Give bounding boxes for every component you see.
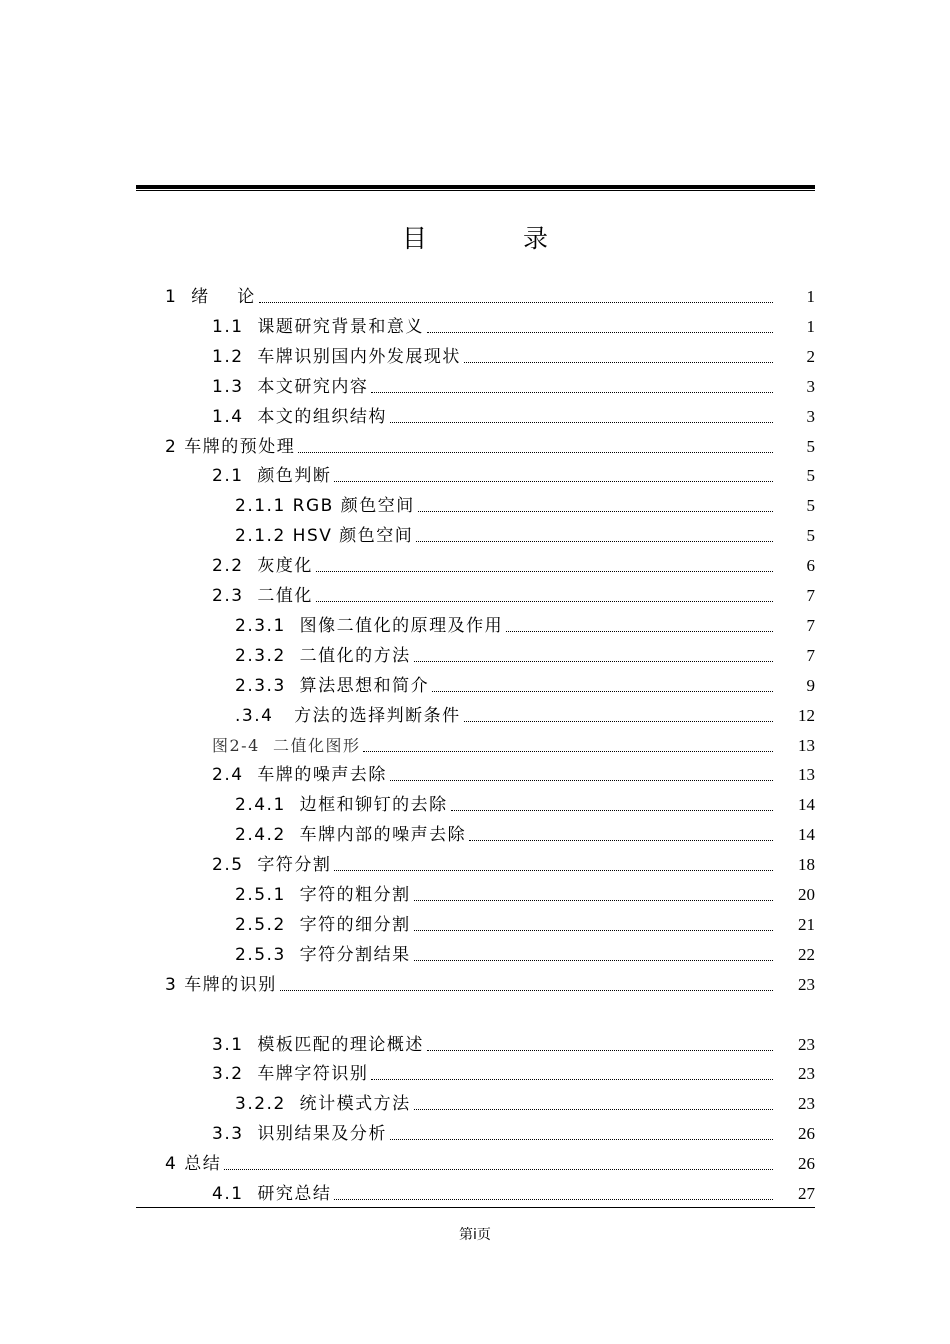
toc-entry-label: 2.1.2 HSV 颜色空间 (235, 526, 414, 547)
toc-entry[interactable] (212, 552, 815, 578)
toc-entry-page: 26 (798, 1124, 815, 1144)
toc-entry-label: 1.4 本文的组织结构 (212, 406, 387, 427)
toc-entry-label: 3.2.2 统计模式方法 (235, 1094, 411, 1115)
toc-entry[interactable] (212, 462, 815, 488)
toc-entry-page: 23 (798, 1064, 815, 1084)
toc-entry-label: 2.1 颜色判断 (212, 466, 332, 487)
toc-entry[interactable] (235, 791, 815, 817)
toc-entry-label: 2.3.3 算法思想和简介 (235, 675, 430, 696)
toc-leader-dots (334, 1198, 773, 1200)
toc-leader-dots (390, 779, 773, 781)
toc-entry-label: 2.4 车牌的噪声去除 (212, 765, 387, 786)
toc-leader-dots (464, 361, 773, 363)
toc-entry-label: 2.5.1 字符的粗分割 (235, 885, 411, 905)
toc-entry-label: 3.3 识别结果及分析 (212, 1124, 387, 1145)
toc-entry[interactable] (235, 672, 815, 698)
toc-entry-label: 2.3.1 图像二值化的原理及作用 (235, 615, 504, 636)
toc-leader-dots (334, 869, 773, 871)
toc-entry-label: 4.1 研究总结 (212, 1184, 332, 1204)
toc-entry-page: 5 (806, 466, 815, 486)
toc-entry[interactable] (235, 522, 815, 548)
toc-entry-label: 3.2 车牌字符识别 (212, 1064, 369, 1085)
toc-entry-page: 5 (806, 436, 815, 456)
toc-entry-label: 2.5.2 字符的细分割 (235, 914, 411, 935)
toc-entry[interactable] (165, 1150, 815, 1176)
toc-entry[interactable] (235, 642, 815, 668)
page-title: 目 录 (402, 224, 592, 253)
toc-leader-dots (506, 630, 773, 632)
toc-leader-dots (259, 301, 773, 303)
toc-entry[interactable] (235, 881, 815, 907)
toc-leader-dots (464, 720, 773, 722)
header-rule-thin (136, 190, 815, 191)
toc-entry-page: 5 (806, 496, 815, 516)
toc-entry-label: 3.1 模板匹配的理论概述 (212, 1034, 424, 1055)
toc-leader-dots (414, 929, 773, 931)
toc-leader-dots (432, 690, 773, 692)
toc-leader-dots (363, 750, 773, 752)
toc-entry-page: 22 (798, 944, 815, 964)
toc-entry-page: 21 (798, 914, 815, 934)
page-footer: 第i页 (459, 1227, 491, 1243)
toc-entry[interactable] (212, 582, 815, 608)
toc-entry-page: 2 (806, 346, 815, 366)
header-rule-thick (136, 185, 815, 189)
toc-leader-dots (427, 331, 773, 333)
toc-entry[interactable] (235, 702, 815, 728)
toc-leader-dots (224, 1168, 773, 1170)
toc-entry-page: 1 (806, 316, 815, 336)
toc-leader-dots (298, 451, 773, 453)
toc-leader-dots (469, 839, 773, 841)
toc-leader-dots (414, 660, 773, 662)
toc-entry[interactable] (212, 1060, 815, 1086)
toc-entry-label: 1.2 车牌识别国内外发展现状 (212, 346, 461, 367)
toc-entry-page: 7 (806, 645, 815, 665)
toc-entry-page: 13 (798, 765, 815, 785)
toc-leader-dots (316, 570, 773, 572)
header-double-rule (136, 185, 815, 192)
toc-entry-page: 27 (798, 1184, 815, 1203)
toc-entry[interactable] (212, 403, 815, 429)
toc-leader-dots (416, 540, 773, 542)
toc-leader-dots (390, 1138, 773, 1140)
toc-entry-page: 20 (798, 885, 815, 904)
toc-entry-page: 26 (798, 1154, 815, 1174)
toc-entry-label: 2 车牌的预处理 (165, 436, 296, 457)
toc-entry-label: 4 总结 (165, 1154, 222, 1175)
toc-entry-label: 2.1.1 RGB 颜色空间 (235, 496, 415, 517)
toc-entry-page: 23 (798, 1034, 815, 1054)
toc-entry[interactable] (235, 911, 815, 937)
toc-entry-page: 1 (806, 287, 815, 306)
toc-entry[interactable] (212, 373, 815, 399)
toc-entry-page: 3 (806, 376, 815, 396)
toc-entry[interactable] (212, 313, 815, 339)
toc-entry-page: 5 (806, 526, 815, 546)
toc-leader-dots (390, 421, 773, 423)
toc-entry[interactable] (235, 492, 815, 518)
toc-entry-page: 13 (798, 735, 815, 755)
toc-entry-label: 2.3 二值化 (212, 586, 313, 606)
toc-entry-label: 1.1 课题研究背景和意义 (212, 316, 424, 337)
toc-entry[interactable] (212, 1031, 815, 1057)
toc-entry-label: 1.3 本文研究内容 (212, 376, 369, 397)
toc-entry-page: 18 (798, 855, 815, 875)
toc-entry-label: 2.5.3 字符分割结果 (235, 944, 411, 965)
toc-entry-page: 9 (806, 675, 815, 695)
toc-entry-page: 23 (798, 1094, 815, 1114)
toc-entry-label: 2.3.2 二值化的方法 (235, 645, 411, 666)
toc-entry[interactable] (212, 761, 815, 787)
toc-entry-page: 7 (806, 615, 815, 635)
toc-entry-label: 2.4.1 边框和铆钉的去除 (235, 795, 448, 816)
toc-entry-label: 2.4.2 车牌内部的噪声去除 (235, 825, 467, 846)
toc-entry-page: 7 (806, 586, 815, 605)
footer-rule (136, 1207, 815, 1208)
toc-leader-dots (427, 1049, 773, 1051)
toc-leader-dots (280, 989, 773, 991)
toc-entry-page: 14 (798, 825, 815, 845)
toc-leader-dots (414, 959, 773, 961)
toc-leader-dots (334, 480, 773, 482)
toc-entry[interactable] (235, 941, 815, 967)
toc-entry-page: 3 (806, 406, 815, 426)
toc-entry-page: 12 (798, 705, 815, 725)
toc-entry-page: 23 (798, 974, 815, 994)
toc-entry-label: 3 车牌的识别 (165, 974, 277, 995)
toc-entry-label: 2.2 灰度化 (212, 556, 313, 577)
toc-leader-dots (371, 1078, 773, 1080)
toc-leader-dots (316, 600, 773, 602)
toc-entry[interactable] (165, 971, 815, 997)
toc-entry[interactable] (165, 283, 815, 309)
toc-entry-label: 1 绪 论 (165, 287, 256, 307)
toc-entry[interactable] (235, 612, 815, 638)
toc-entry[interactable] (212, 1120, 815, 1146)
toc-entry[interactable] (235, 1090, 815, 1116)
toc-entry-page: 14 (798, 795, 815, 815)
toc-leader-dots (371, 391, 773, 393)
toc-entry-label: 图2-4 二值化图形 (212, 735, 361, 755)
toc-entry-page: 6 (806, 556, 815, 576)
toc-entry[interactable] (235, 821, 815, 847)
toc-entry[interactable] (165, 433, 815, 459)
toc-leader-dots (418, 510, 773, 512)
toc-entry[interactable] (212, 343, 815, 369)
toc-figure-entry[interactable] (212, 732, 815, 758)
toc-leader-dots (414, 899, 773, 901)
toc-entry-label: 2.5 字符分割 (212, 855, 332, 876)
toc-leader-dots (451, 809, 773, 811)
toc-leader-dots (414, 1108, 773, 1110)
toc-entry[interactable] (212, 1180, 815, 1206)
toc-entry-label: .3.4 方法的选择判断条件 (235, 705, 461, 726)
toc-entry[interactable] (212, 851, 815, 877)
